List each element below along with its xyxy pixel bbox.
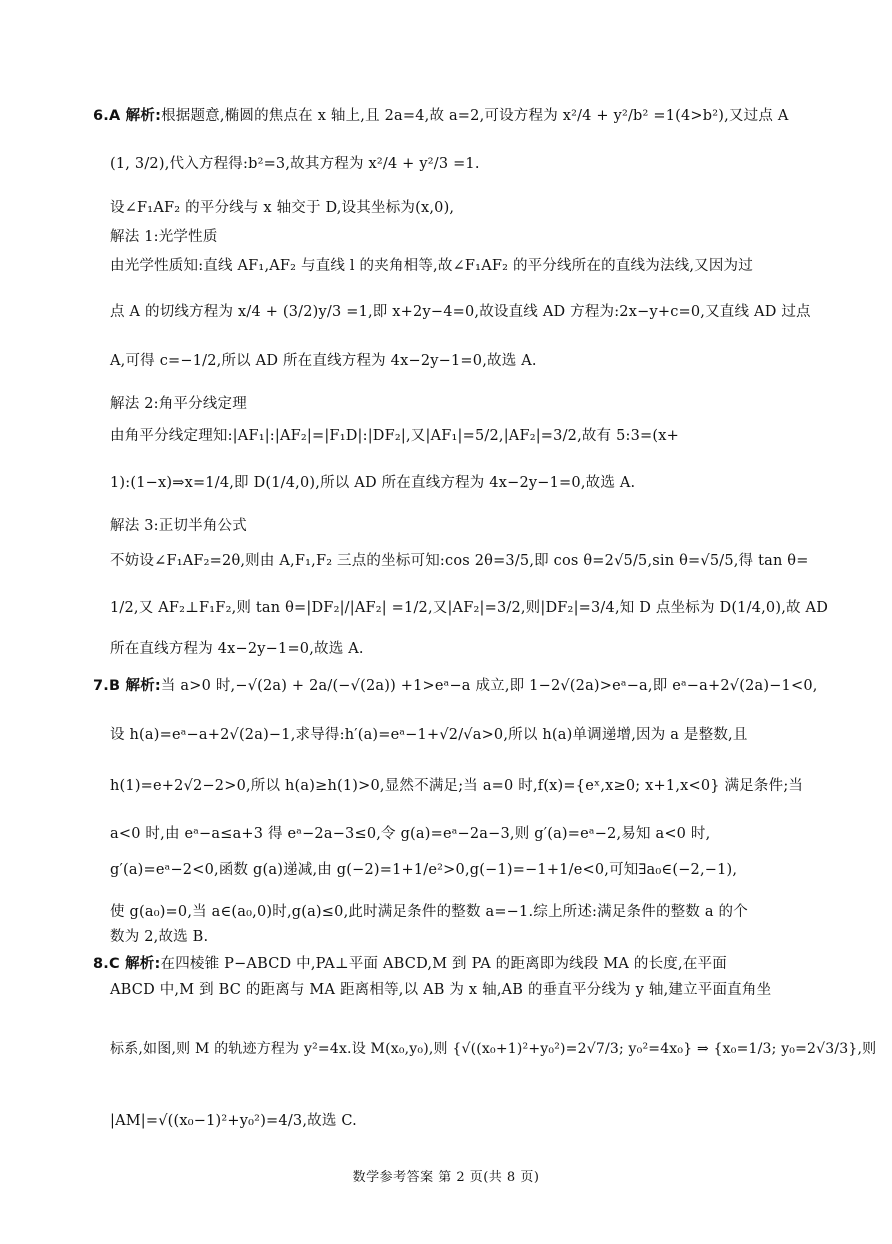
q8-line-1-head: 8.C 解析:: [93, 956, 161, 972]
q6-line-13: 1/2,又 AF₂⊥F₁F₂,则 tan θ=|DF₂|/|AF₂| =1/2,又|AF₂|=3/2,则|DF₂|=3/4,知 D 点坐标为 D(1/4,0),故 AD: [110, 600, 829, 616]
q7-line-1: [93, 677, 818, 697]
q6-method1-title: 解法 1:光学性质: [110, 229, 218, 245]
q7-line-7: 数为 2,故选 B.: [110, 929, 209, 945]
q6-line-2: (1, 3/2),代入方程得:b²=3,故其方程为 x²/4 + y²/3 =1.: [110, 156, 480, 172]
q6-line-5: 由光学性质知:直线 AF₁,AF₂ 与直线 l 的夹角相等,故∠F₁AF₂ 的平分线所在的直线为法线,又因为过: [110, 258, 753, 274]
q6-method3-title: 解法 3:正切半角公式: [110, 518, 247, 534]
q6-line-6: 点 A 的切线方程为 x/4 + (3/2)y/3 =1,即 x+2y−4=0,故设直线 AD 方程为:2x−y+c=0,又直线 AD 过点: [110, 304, 811, 320]
q6-line-10: 1):(1−x)⇒x=1/4,即 D(1/4,0),所以 AD 所在直线方程为 4x−2y−1=0,故选 A.: [110, 475, 636, 491]
q7-line-2: 设 h(a)=eᵃ−a+2√(2a)−1,求导得:h′(a)=eᵃ−1+√2/√a>0,所以 h(a)单调递增,因为 a 是整数,且: [110, 727, 748, 743]
q6-line-9: 由角平分线定理知:|AF₁|:|AF₂|=|F₁D|:|DF₂|,又|AF₁|=5/2,|AF₂|=3/2,故有 5:3=(x+: [110, 428, 679, 444]
q6-line-1: [93, 107, 789, 127]
q6-method2-title: 解法 2:角平分线定理: [110, 396, 247, 412]
q8-line-3: 标系,如图,则 M 的轨迹方程为 y²=4x.设 M(x₀,y₀),则 {√((x₀+1)²+y₀²)=2√7/3; y₀²=4x₀} ⇒ {x₀=1/3; y₀=2√3/3},则: [110, 1041, 877, 1057]
q7-line-4: a<0 时,由 eᵃ−a≤a+3 得 eᵃ−2a−3≤0,令 g(a)=eᵃ−2a−3,则 g′(a)=eᵃ−2,易知 a<0 时,: [110, 826, 711, 842]
q7-line-1-rest: 当 a>0 时,−√(2a) + 2a/(−√(2a)) +1>eᵃ−a 成立,即 1−2√(2a)>eᵃ−a,即 eᵃ−a+2√(2a)−1<0,: [160, 678, 818, 694]
q6-line-14: 所在直线方程为 4x−2y−1=0,故选 A.: [110, 641, 364, 657]
page-footer: 数学参考答案 第 2 页(共 8 页): [352, 1170, 540, 1185]
q8-line-2: ABCD 中,M 到 BC 的距离与 MA 距离相等,以 AB 为 x 轴,AB 的垂直平分线为 y 轴,建立平面直角坐: [110, 982, 772, 998]
q6-line-7: A,可得 c=−1/2,所以 AD 所在直线方程为 4x−2y−1=0,故选 A.: [110, 353, 537, 369]
q8-line-4: |AM|=√((x₀−1)²+y₀²)=4/3,故选 C.: [110, 1113, 357, 1129]
q7-line-3: h(1)=e+2√2−2>0,所以 h(a)≥h(1)>0,显然不满足;当 a=0 时,f(x)={eˣ,x≥0; x+1,x<0} 满足条件;当: [110, 778, 804, 794]
q7-line-1-head: 7.B 解析:: [93, 678, 161, 694]
q6-line-12: 不妨设∠F₁AF₂=2θ,则由 A,F₁,F₂ 三点的坐标可知:cos 2θ=3/5,即 cos θ=2√5/5,sin θ=√5/5,得 tan θ=: [110, 553, 809, 569]
q7-line-6: 使 g(a₀)=0,当 a∈(a₀,0)时,g(a)≤0,此时满足条件的整数 a=−1.综上所述:满足条件的整数 a 的个: [110, 904, 748, 920]
q6-line-3: 设∠F₁AF₂ 的平分线与 x 轴交于 D,设其坐标为(x,0),: [110, 200, 455, 216]
q8-line-1: [93, 956, 727, 973]
q7-line-5: g′(a)=eᵃ−2<0,函数 g(a)递减,由 g(−2)=1+1/e²>0,g(−1)=−1+1/e<0,可知∃a₀∈(−2,−1),: [110, 862, 738, 878]
q6-line-1-rest: 根据题意,椭圆的焦点在 x 轴上,且 2a=4,故 a=2,可设方程为 x²/4 + y²/b² =1(4>b²),又过点 A: [161, 108, 789, 124]
q8-line-1-rest: 在四棱锥 P−ABCD 中,PA⊥平面 ABCD,M 到 PA 的距离即为线段 MA 的长度,在平面: [160, 956, 727, 972]
q6-line-1-head: 6.A 解析:: [93, 108, 162, 124]
